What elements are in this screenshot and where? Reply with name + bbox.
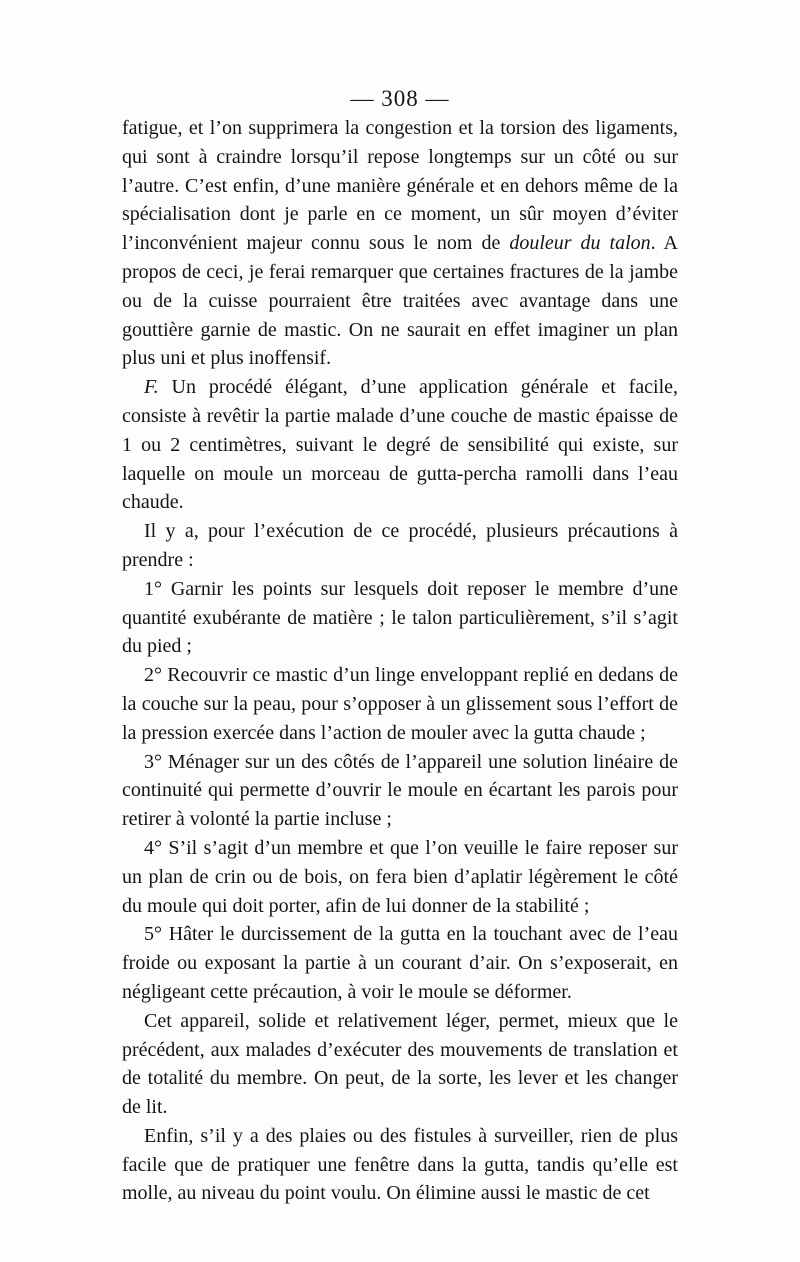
precaution-item-5: 5° Hâter le durcissement de la gutta en la touchant avec de l’eau froide ou exposant la partie à un courant d’air. On s’exposerait, en négligeant cette précaution, à voir le moule se déformer.	[122, 923, 678, 1003]
paragraph-text: Un procédé élégant, d’une application générale et facile, consiste à revêtir la partie malade d’une couche de mastic épaisse de 1 ou 2 centimètres, suivant le degré de sensibilité qui existe, sur laquelle on moule un morceau de gutta-percha ramolli dans l’eau chaude.	[122, 376, 678, 514]
paragraph-text: fatigue, et l’on supprimera la congestion et la torsion des ligaments, qui sont à craindre lorsqu’il repose longtemps sur un côté ou sur l’autre. C’est enfin, d’une manière générale et en dehors même de la spécialisation dont je parle en ce moment, un sûr moyen d’éviter l’inconvénient majeur connu sous le nom de	[122, 117, 678, 255]
paragraph-enfin: Enfin, s’il y a des plaies ou des fistules à surveiller, rien de plus facile que de pratiquer une fenêtre dans la gutta, tandis qu’elle est molle, au niveau du point voulu. On élimine aussi le mastic de cet	[122, 1124, 678, 1205]
section-letter: F.	[144, 376, 159, 399]
precaution-item-4: 4° S’il s’agit d’un membre et que l’on veuille le faire reposer sur un plan de crin ou de bois, on fera bien d’aplatir légèrement le côté du moule qui doit porter, afin de lui donner de la stabilité ;	[122, 836, 678, 917]
precaution-item-1: 1° Garnir les points sur lesquels doit reposer le membre d’une quantité exubérante de matière ; le talon particulièrement, s’il s’agit du pied ;	[122, 577, 678, 658]
italic-term: douleur du talon	[509, 232, 651, 255]
paragraph-text: . A propos de ceci, je ferai remarquer que certaines fractures de la jambe ou de la cuisse pourraient être traitées avec avantage dans une gouttière garnie de mastic. On ne saurait en effet imaginer un plan plus uni et plus inoffensif.	[122, 232, 678, 370]
paragraph-section-f	[122, 373, 678, 517]
paragraph-appareil: Cet appareil, solide et relativement léger, permet, mieux que le précédent, aux malades d’exécuter des mouvements de translation et de totalité du membre. On peut, de la sorte, les lever et les changer de lit.	[122, 1009, 678, 1119]
precaution-item-2: 2° Recouvrir ce mastic d’un linge enveloppant replié en dedans de la couche sur la peau, pour s’opposer à un glissement sous l’effort de la pression exercée dans l’action de mouler avec la gutta chaude ;	[122, 664, 678, 744]
body-text	[122, 114, 678, 1208]
paragraph-fatigue	[122, 114, 678, 373]
page-number: — 308 —	[350, 86, 450, 111]
paragraph-precautions-intro: Il y a, pour l’exécution de ce procédé, plusieurs précautions à prendre :	[122, 520, 678, 571]
precaution-item-3: 3° Ménager sur un des côtés de l’appareil une solution linéaire de continuité qui permette d’ouvrir le moule en écartant les parois pour retirer à volonté la partie incluse ;	[122, 750, 678, 831]
